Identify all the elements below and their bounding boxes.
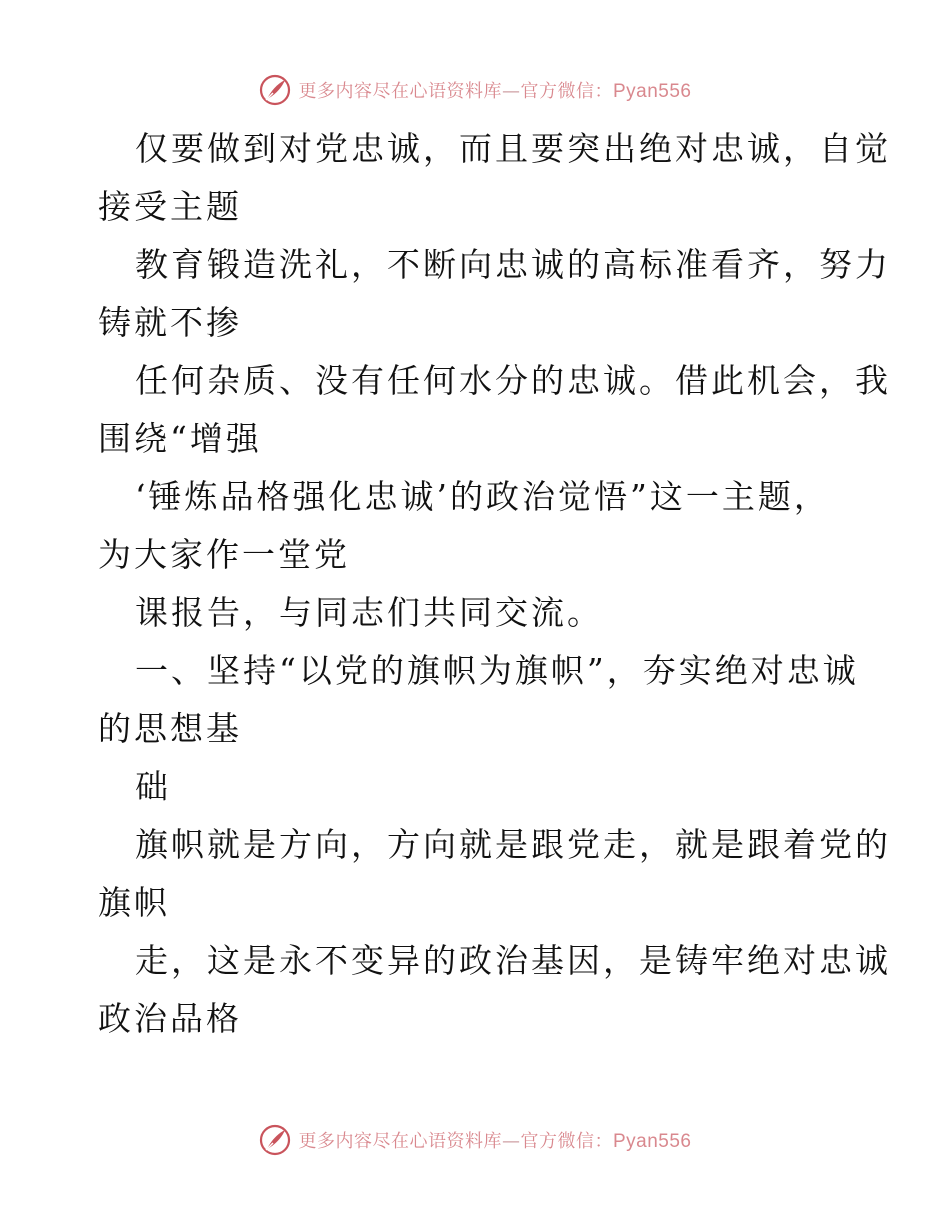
- header-watermark: [0, 70, 950, 110]
- text-line: 政治品格: [98, 999, 242, 1038]
- text-line: 围绕“增强: [98, 419, 262, 458]
- text-line: 仅要做到对党忠诚，而且要突出绝对忠诚，自觉: [135, 129, 891, 168]
- text-line: 走，这是永不变异的政治基因，是铸牢绝对忠诚: [135, 941, 891, 980]
- text-line: 旗帜就是方向，方向就是跟党走，就是跟着党的: [135, 825, 891, 864]
- text-line: 础: [135, 767, 171, 806]
- document-body: [98, 120, 891, 1048]
- feather-logo-icon: [258, 73, 292, 107]
- watermark-text: 更多内容尽在心语资料库—官方微信：Pyan556: [298, 1131, 692, 1152]
- text-line: 旗帜: [98, 883, 170, 922]
- text-line: 课报告，与同志们共同交流。: [135, 593, 603, 632]
- feather-logo-icon: [258, 1123, 292, 1157]
- text-line: 铸就不掺: [98, 303, 242, 342]
- text-line: 的思想基: [98, 709, 242, 748]
- watermark-text: 更多内容尽在心语资料库—官方微信：Pyan556: [298, 81, 692, 102]
- text-line: ‘锤炼品格强化忠诚’的政治觉悟”这一主题，: [135, 477, 830, 516]
- text-line: 教育锻造洗礼，不断向忠诚的高标准看齐，努力: [135, 245, 891, 284]
- text-line: 为大家作一堂党: [98, 535, 350, 574]
- text-line: 一、坚持“以党的旗帜为旗帜”，夯实绝对忠诚: [135, 651, 859, 690]
- text-line: 接受主题: [98, 187, 242, 226]
- text-line: 任何杂质、没有任何水分的忠诚。借此机会，我: [135, 361, 891, 400]
- footer-watermark: [0, 1120, 950, 1160]
